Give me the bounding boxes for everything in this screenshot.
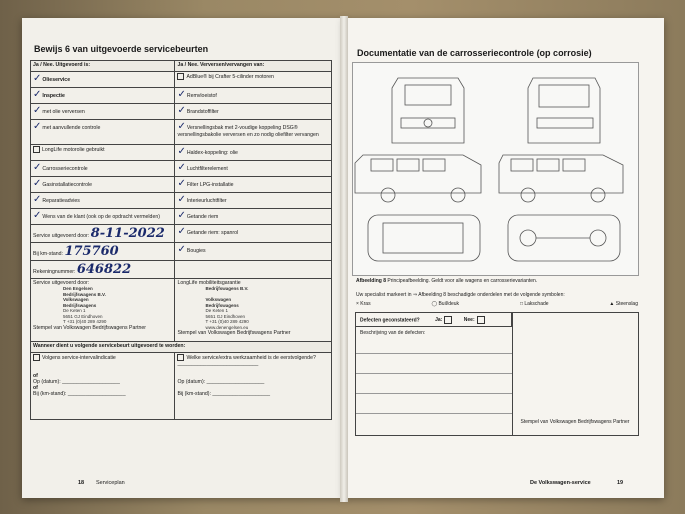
check-icon: ✓ bbox=[177, 105, 186, 116]
right-footer-label: De Volkswagen-service bbox=[530, 480, 591, 486]
km-label: Bij (km-stand): bbox=[177, 391, 211, 397]
symbol-kras: × Kras bbox=[356, 301, 371, 307]
defects-header: Defecten geconstateerd? bbox=[360, 317, 420, 324]
row-label: Bij km-stand: bbox=[33, 251, 63, 257]
col1-header: Ja / Nee. Uitgevoerd is: bbox=[31, 61, 175, 72]
van-diagram bbox=[352, 62, 639, 276]
check-icon: ✓ bbox=[33, 162, 42, 173]
interval-label: Volgens service-intervalindicatie bbox=[42, 354, 116, 361]
check-icon: ✓ bbox=[177, 194, 186, 205]
check-icon: ✓ bbox=[33, 210, 42, 221]
row-label: Bougies bbox=[186, 248, 206, 254]
ja-label: Ja: bbox=[435, 317, 443, 324]
row-line bbox=[356, 393, 512, 394]
check-icon: ✓ bbox=[33, 73, 42, 84]
row-line bbox=[356, 353, 512, 354]
check-icon: ✓ bbox=[33, 105, 42, 116]
book-spine bbox=[340, 16, 348, 502]
left-page-number: 18 bbox=[78, 480, 85, 486]
check-icon: ✓ bbox=[33, 89, 42, 100]
van-outline-illustration bbox=[353, 63, 638, 275]
check-icon: ✓ bbox=[177, 226, 186, 237]
checkbox-icon bbox=[33, 146, 40, 153]
stamp-line: T +31 (0)40 289 4290 bbox=[205, 319, 249, 324]
row-label: Filter LPG-installatie bbox=[186, 182, 234, 188]
row-label: met aanvullende controle bbox=[42, 125, 101, 131]
figure-label: Afbeelding 8 bbox=[356, 278, 387, 284]
stamp-line: 5651 GJ Eindhoven bbox=[63, 313, 103, 319]
right-page-title: Documentatie van de carrosseriecontrole (op corrosie) bbox=[357, 48, 592, 58]
checkbox-icon bbox=[177, 354, 184, 361]
row-label: Brandstoffilter bbox=[186, 109, 219, 115]
row-label: Remvloeistof bbox=[186, 93, 217, 99]
row-label: Haldex-koppeling: olie bbox=[186, 150, 238, 156]
row-label: Olieservice bbox=[42, 77, 71, 83]
row-label: Gasinstallatiecontrole bbox=[42, 182, 92, 188]
dealer-line: Bedrijfswagens B.V. bbox=[63, 291, 106, 297]
check-icon: ✓ bbox=[177, 178, 186, 189]
of-label: of bbox=[33, 373, 38, 379]
row-line bbox=[356, 413, 512, 414]
row-label: Carrosseriecontrole bbox=[42, 166, 88, 172]
check-icon: ✓ bbox=[177, 210, 186, 221]
row-label: Versnellingsbak met 2-voudige koppeling DSG® versnellingsbakolie verversen en zo nodig oliefilter vervangen bbox=[177, 125, 319, 138]
date-label: Op (datum): bbox=[33, 379, 61, 385]
row-label: Getande riem bbox=[186, 214, 219, 220]
left-footer-label: Serviceplan bbox=[96, 480, 125, 486]
dealer-line: Bedrijfswagens B.V. bbox=[205, 286, 249, 291]
stamp-label: Stempel van Volkswagen Bedrijfswagens Partner bbox=[520, 419, 630, 425]
figure-caption-row bbox=[356, 278, 537, 284]
row-label: Interieurluchtfilter bbox=[186, 198, 227, 204]
check-icon: ✓ bbox=[177, 146, 186, 157]
stamp-line: Volkswagen bbox=[205, 297, 232, 302]
longlife-label: LongLife mobiliteitsgarantie bbox=[177, 280, 241, 286]
nee-label: Nee: bbox=[463, 317, 475, 324]
stamp-line: De Keten 1 bbox=[205, 308, 228, 313]
dealer-line: Den Engelsen bbox=[63, 286, 93, 291]
stamp-label-right: Stempel van Volkswagen Bedrijfswagens Partner bbox=[177, 330, 291, 336]
next-service-header: Wanneer dient u volgende servicebeurt uitgevoerd te worden: bbox=[31, 342, 332, 353]
check-icon: ✓ bbox=[33, 178, 42, 189]
date-label: Op (datum): bbox=[177, 379, 206, 385]
check-icon: ✓ bbox=[177, 121, 186, 132]
row-label: Inspectie bbox=[42, 93, 65, 99]
symbol-buil: ◯ Buil/deuk bbox=[431, 301, 460, 307]
stamp-line: www.denengelsen.eu bbox=[205, 324, 249, 330]
checkbox-icon bbox=[177, 73, 184, 80]
stamp-line: Bedrijfswagens bbox=[205, 302, 239, 308]
check-icon: ✓ bbox=[33, 194, 42, 205]
check-icon: ✓ bbox=[33, 121, 42, 132]
stamp-label-left: Stempel van Volkswagen Bedrijfswagens Partner bbox=[33, 324, 147, 331]
ja-checkbox[interactable] bbox=[444, 316, 452, 324]
symbol-lak: □ Lakschade bbox=[519, 301, 549, 307]
nee-checkbox[interactable] bbox=[477, 316, 485, 324]
table-divider bbox=[512, 313, 513, 435]
handwritten-invoice: 646822 bbox=[76, 262, 132, 277]
row-label: Rekeningnummer: bbox=[33, 269, 76, 275]
next-service-label: Welke service/extra werkzaamheid is de eerstvolgende? bbox=[186, 354, 316, 361]
right-page-number: 19 bbox=[617, 480, 624, 486]
check-icon: ✓ bbox=[177, 244, 186, 255]
left-page-title: Bewijs 6 van uitgevoerde servicebeurten bbox=[34, 44, 209, 54]
row-label: Getande riem: spanrol bbox=[186, 230, 239, 236]
row-label: Wens van de klant (ook op de opdracht vermelden) bbox=[42, 214, 160, 220]
of-label: of bbox=[33, 385, 38, 391]
row-label: LongLife motorolie gebruikt bbox=[42, 146, 105, 153]
row-label: met olie verversen bbox=[42, 109, 85, 115]
figure-caption: Principeafbeelding. Geldt voor alle wagens en carrosserievarianten. bbox=[387, 278, 538, 284]
col2-header: Ja / Nee. Verversen/vervangen van: bbox=[175, 61, 332, 72]
description-label: Beschrijving van de defecten: bbox=[360, 330, 426, 336]
stamp-line: Bedrijfswagens bbox=[63, 302, 97, 308]
check-icon: ✓ bbox=[177, 162, 186, 173]
row-line bbox=[356, 373, 512, 374]
symbol-legend bbox=[356, 301, 638, 307]
row-label: AdBlue® bij Crafter 5-cilinder motoren bbox=[186, 73, 274, 80]
defects-table bbox=[355, 312, 639, 436]
service-door-label: Service uitgevoerd door: bbox=[33, 280, 90, 286]
row-label: Luchtfilterelement bbox=[186, 166, 228, 172]
km-label: Bij (km-stand): bbox=[33, 391, 67, 397]
row-label: Reparatieadvies bbox=[42, 198, 80, 204]
handwritten-km: 175760 bbox=[64, 244, 119, 259]
check-icon: ✓ bbox=[177, 89, 186, 100]
handwritten-date: 8-11-2022 bbox=[90, 226, 165, 241]
symbol-steenslag: ▲ Steenslag bbox=[609, 301, 638, 307]
stamp-line: 5651 GJ Eindhoven bbox=[205, 313, 245, 319]
service-table: Ja / Nee. Uitgevoerd is: Ja / Nee. Verversen/vervangen van: ✓Olieservice AdBlue® bij Crafter 5-cilinder motoren ✓Inspectie ✓Remvloeistof ✓met olie verversen ✓Brandstoffilter ✓met aanvullende controle ✓Versnellingsbak met 2-voudige koppeling DSG® versnellingsbakolie verversen en zo nodig oliefilter vervangen LongLife motorolie gebruikt ✓Haldex-koppeling: olie ✓Carrosseriecontrole ✓Luchtfilterelement ✓Gasinstallatiecontrole ✓Filter LPG-installatie ✓Reparatieadvies ✓Interieurluchtfilter ✓Wens van de klant (ook op de opdracht vermelden) ✓Getande riem Service uitgevoerd door: 8-11-2022 ✓Getande riem: spanrol Bij km-stand: 175760 ✓Bougies Rekeningnummer: 646822 Service uitgevoerd door: Den Engelsen Bedrijfswagens B.V. Volkswagen Bedrijfswagens De Keten 1 5651 GJ Eindhoven T +31 (0)40 289 4290 Stempel van Volkswagen Bedrijfswagens Partner LongLife mobiliteitsgarantie Bedrijfswagens B.V. Volkswagen Bedrijfswagens De Keten 1 5651 GJ Eindhoven T +31 (0)40 289 4290 www.denengelsen.eu Stempel van Volkswagen Bedrijfswagens Partner Wanneer dient u volgende servicebeurt uitgevoerd te worden: Volgens service-intervalindicatie of Op (datum): ____________________ of Bij (km-stand): ____________________ Welke service/extra werkzaamheid is de eerstvolgende? ____________________________ Op (datum): ____________________ Bij (km-stand): ____________________ bbox=[30, 60, 332, 420]
stamp-line: De Keten 1 bbox=[63, 308, 86, 313]
row-label: Service uitgevoerd door: bbox=[33, 233, 90, 239]
stamp-line: T +31 (0)40 289 4290 bbox=[63, 319, 107, 324]
checkbox-icon bbox=[33, 354, 40, 361]
stamp-line: Volkswagen bbox=[63, 297, 89, 302]
symbol-instruction: Uw specialist markeert in ⇒ Afbeelding 8 beschadigde onderdelen met de volgende symbolen: bbox=[356, 292, 565, 298]
